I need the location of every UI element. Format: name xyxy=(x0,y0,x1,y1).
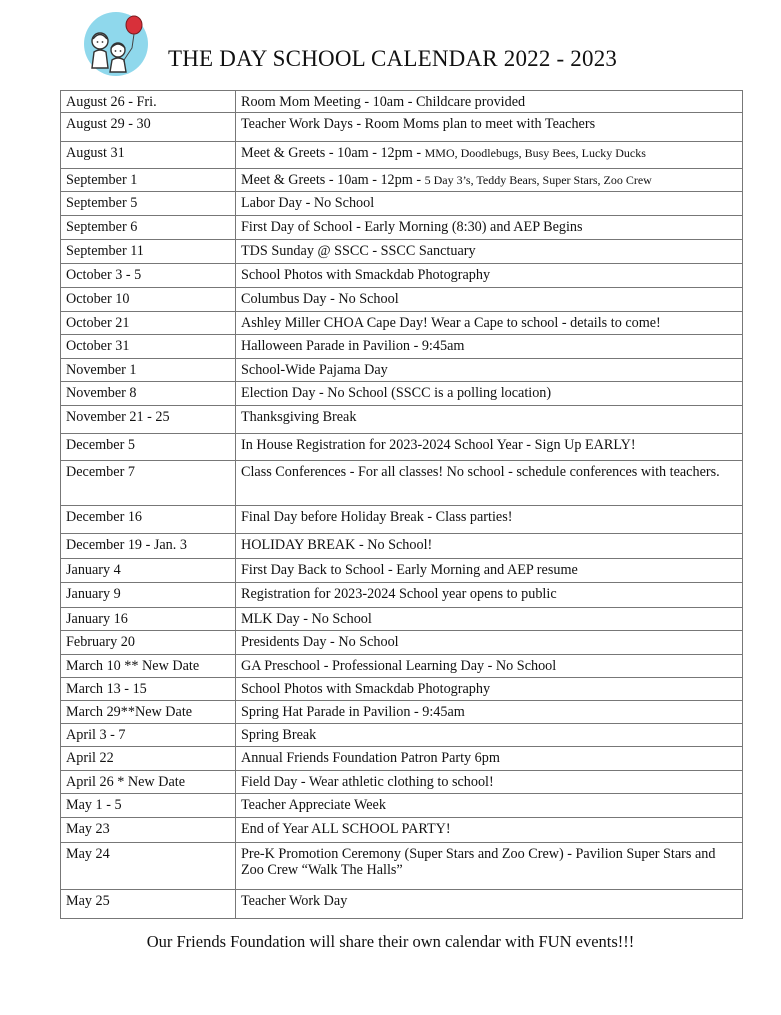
calendar-row xyxy=(61,890,743,919)
event-text: GA Preschool - Professional Learning Day - No School xyxy=(241,658,557,674)
event-text: First Day of School - Early Morning (8:30) and AEP Begins xyxy=(241,219,583,235)
calendar-row xyxy=(61,113,743,142)
footer-note: Our Friends Foundation will share their own calendar with FUN events!!! xyxy=(146,932,635,951)
event-date: May 23 xyxy=(61,818,236,843)
event-description xyxy=(236,382,743,406)
event-date: November 21 - 25 xyxy=(61,406,236,434)
event-date: April 22 xyxy=(61,747,236,771)
event-date: February 20 xyxy=(61,631,236,655)
event-date: November 1 xyxy=(61,359,236,382)
event-description xyxy=(236,724,743,747)
calendar-row xyxy=(61,631,743,655)
event-description xyxy=(236,818,743,843)
event-text: Thanksgiving Break xyxy=(241,409,357,425)
event-date: May 24 xyxy=(61,843,236,890)
event-text: Spring Hat Parade in Pavilion - 9:45am xyxy=(241,704,465,720)
event-groups-text: 5 Day 3’s, Teddy Bears, Super Stars, Zoo Crew xyxy=(424,173,652,187)
calendar-row xyxy=(61,461,743,506)
event-text: Spring Break xyxy=(241,727,317,743)
event-date: September 6 xyxy=(61,216,236,240)
event-text: First Day Back to School - Early Morning and AEP resume xyxy=(241,562,578,578)
event-text: Halloween Parade in Pavilion - 9:45am xyxy=(241,338,465,354)
event-description xyxy=(236,406,743,434)
event-description xyxy=(236,655,743,678)
event-text: Teacher Appreciate Week xyxy=(241,797,386,813)
event-text: Field Day - Wear athletic clothing to school! xyxy=(241,774,494,790)
event-text: School-Wide Pajama Day xyxy=(241,362,388,378)
calendar-table xyxy=(60,90,743,919)
calendar-row xyxy=(61,608,743,631)
event-date: May 25 xyxy=(61,890,236,919)
event-description xyxy=(236,461,743,506)
event-description xyxy=(236,359,743,382)
event-date: March 10 ** New Date xyxy=(61,655,236,678)
event-text: Columbus Day - No School xyxy=(241,291,399,307)
calendar-row xyxy=(61,406,743,434)
event-text: Labor Day - No School xyxy=(241,195,375,211)
calendar-row xyxy=(61,359,743,382)
event-description xyxy=(236,701,743,724)
calendar-row xyxy=(61,794,743,818)
event-text: Final Day before Holiday Break - Class parties! xyxy=(241,509,513,525)
calendar-row xyxy=(61,655,743,678)
calendar-row xyxy=(61,335,743,359)
event-date: December 7 xyxy=(61,461,236,506)
event-date: January 16 xyxy=(61,608,236,631)
event-description xyxy=(236,559,743,583)
calendar-row xyxy=(61,724,743,747)
calendar-row xyxy=(61,506,743,534)
calendar-row xyxy=(61,747,743,771)
event-description xyxy=(236,771,743,794)
event-text: Presidents Day - No School xyxy=(241,634,399,650)
event-date: January 4 xyxy=(61,559,236,583)
event-description xyxy=(236,288,743,312)
children-with-balloon-logo xyxy=(80,8,150,78)
event-text: In House Registration for 2023-2024 School Year - Sign Up EARLY! xyxy=(241,437,636,453)
calendar-row xyxy=(61,91,743,113)
calendar-row xyxy=(61,434,743,461)
calendar-row xyxy=(61,288,743,312)
event-date: May 1 - 5 xyxy=(61,794,236,818)
event-description xyxy=(236,890,743,919)
event-description xyxy=(236,747,743,771)
event-text: Class Conferences - For all classes! No school - schedule conferences with teachers. xyxy=(241,464,720,480)
event-date: January 9 xyxy=(61,583,236,608)
event-description xyxy=(236,506,743,534)
calendar-row xyxy=(61,192,743,216)
event-date: October 21 xyxy=(61,312,236,335)
calendar-row xyxy=(61,264,743,288)
event-text: Election Day - No School (SSCC is a polling location) xyxy=(241,385,552,401)
event-date: March 13 - 15 xyxy=(61,678,236,701)
event-date: November 8 xyxy=(61,382,236,406)
calendar-row xyxy=(61,818,743,843)
event-text: Annual Friends Foundation Patron Party 6pm xyxy=(241,750,500,766)
event-date: August 26 - Fri. xyxy=(61,91,236,113)
event-text: Registration for 2023-2024 School year opens to public xyxy=(241,586,557,602)
calendar-row xyxy=(61,312,743,335)
event-description xyxy=(236,216,743,240)
event-text: TDS Sunday @ SSCC - SSCC Sanctuary xyxy=(241,243,476,259)
calendar-row xyxy=(61,771,743,794)
event-date: March 29**New Date xyxy=(61,701,236,724)
calendar-row xyxy=(61,701,743,724)
event-description xyxy=(236,794,743,818)
calendar-row xyxy=(61,382,743,406)
event-text: Room Mom Meeting - 10am - Childcare provided xyxy=(241,94,526,110)
event-description xyxy=(236,534,743,559)
event-text: School Photos with Smackdab Photography xyxy=(241,681,491,697)
calendar-row xyxy=(61,142,743,169)
event-description xyxy=(236,169,743,192)
event-description xyxy=(236,312,743,335)
calendar-row xyxy=(61,678,743,701)
calendar-row xyxy=(61,559,743,583)
event-description xyxy=(236,264,743,288)
event-date: September 1 xyxy=(61,169,236,192)
event-description xyxy=(236,843,743,890)
event-date: September 5 xyxy=(61,192,236,216)
event-description xyxy=(236,113,743,142)
event-text: Meet & Greets - 10am - 12pm - xyxy=(241,145,425,161)
calendar-row xyxy=(61,169,743,192)
event-date: October 31 xyxy=(61,335,236,359)
event-text: Ashley Miller CHOA Cape Day! Wear a Cape to school - details to come! xyxy=(241,315,661,331)
event-date: September 11 xyxy=(61,240,236,264)
event-description xyxy=(236,631,743,655)
event-date: December 19 - Jan. 3 xyxy=(61,534,236,559)
event-text: Pre-K Promotion Ceremony (Super Stars and Zoo Crew) - Pavilion Super Stars and Zoo Crew “Walk The Halls” xyxy=(241,846,716,878)
event-text: Teacher Work Days - Room Moms plan to meet with Teachers xyxy=(241,116,596,132)
event-groups-text: MMO, Doodlebugs, Busy Bees, Lucky Ducks xyxy=(424,146,646,160)
calendar-row xyxy=(61,583,743,608)
event-date: August 31 xyxy=(61,142,236,169)
event-date: December 16 xyxy=(61,506,236,534)
event-text: MLK Day - No School xyxy=(241,611,372,627)
event-description xyxy=(236,608,743,631)
event-description xyxy=(236,91,743,113)
event-text: Meet & Greets - 10am - 12pm - xyxy=(241,172,425,188)
calendar-row xyxy=(61,216,743,240)
calendar-row xyxy=(61,843,743,890)
event-description xyxy=(236,583,743,608)
event-description xyxy=(236,240,743,264)
event-date: August 29 - 30 xyxy=(61,113,236,142)
event-text: End of Year ALL SCHOOL PARTY! xyxy=(241,821,451,837)
event-text: HOLIDAY BREAK - No School! xyxy=(241,537,433,553)
event-date: October 3 - 5 xyxy=(61,264,236,288)
page-title: THE DAY SCHOOL CALENDAR 2022 - 2023 xyxy=(168,46,618,71)
event-description xyxy=(236,192,743,216)
event-text: School Photos with Smackdab Photography xyxy=(241,267,491,283)
calendar-row xyxy=(61,534,743,559)
event-date: April 26 * New Date xyxy=(61,771,236,794)
event-description xyxy=(236,335,743,359)
calendar-row xyxy=(61,240,743,264)
event-date: April 3 - 7 xyxy=(61,724,236,747)
event-description xyxy=(236,678,743,701)
event-description xyxy=(236,142,743,169)
event-date: December 5 xyxy=(61,434,236,461)
event-text: Teacher Work Day xyxy=(241,893,348,909)
event-description xyxy=(236,434,743,461)
event-date: October 10 xyxy=(61,288,236,312)
